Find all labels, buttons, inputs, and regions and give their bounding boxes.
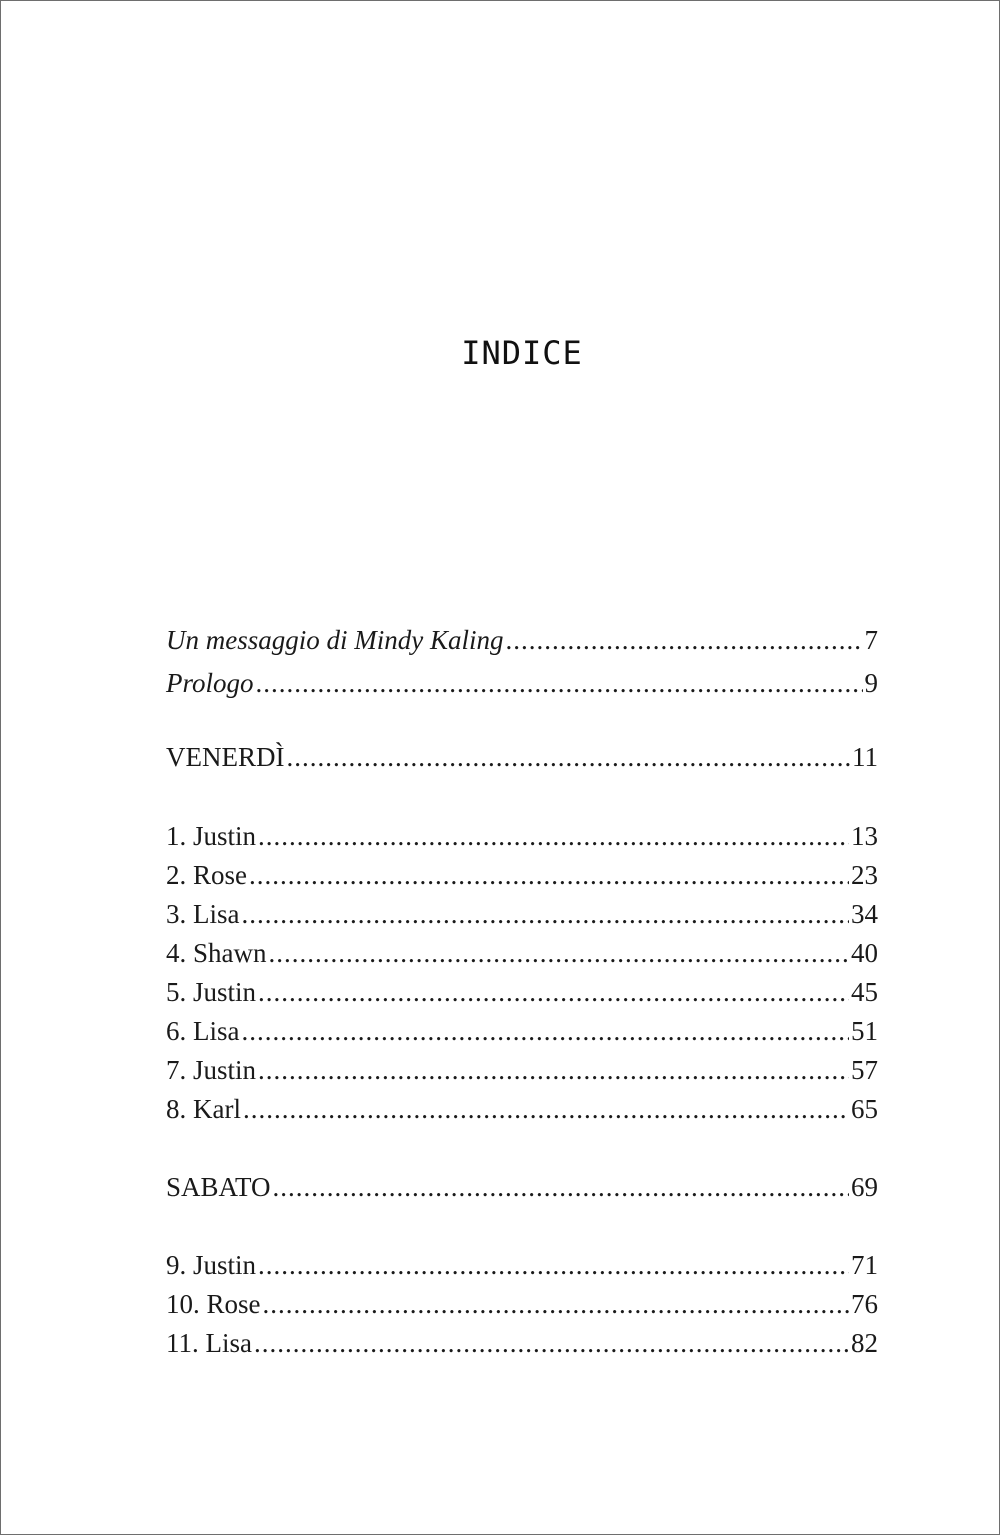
toc-section-sabato[interactable] <box>166 1167 878 1207</box>
toc-chapter-5[interactable] <box>166 972 878 1012</box>
dot-leader <box>243 1089 849 1129</box>
toc-chapter-4[interactable] <box>166 933 878 973</box>
toc-section-venerdi[interactable] <box>166 737 878 777</box>
dot-leader <box>258 1245 849 1285</box>
toc-chapter-3[interactable] <box>166 894 878 934</box>
dot-leader <box>506 620 863 660</box>
toc-chapter-9[interactable] <box>166 1245 878 1285</box>
toc-chapter-10[interactable] <box>166 1284 878 1324</box>
toc-entry-page: 13 <box>851 821 878 851</box>
toc-section-label: VENERDÌ <box>166 742 285 772</box>
dot-leader <box>254 1323 849 1363</box>
toc-entry-page: 69 <box>851 1172 878 1202</box>
toc-entry-page: 23 <box>851 860 878 890</box>
dot-leader <box>249 855 849 895</box>
toc-entry-prologo[interactable] <box>166 663 878 703</box>
toc-chapter-1[interactable] <box>166 816 878 856</box>
toc-entry-page: 76 <box>851 1289 878 1319</box>
toc-section-label: SABATO <box>166 1172 271 1202</box>
page-title: INDICE <box>461 334 583 372</box>
toc-entry-label: 2. Rose <box>166 860 247 890</box>
dot-leader <box>286 737 850 777</box>
toc-entry-page: 65 <box>851 1094 878 1124</box>
toc-entry-page: 82 <box>851 1328 878 1358</box>
toc-entry-label: Prologo <box>166 668 254 698</box>
toc-chapter-2[interactable] <box>166 855 878 895</box>
toc-entry-page: 7 <box>864 625 878 655</box>
dot-leader <box>269 933 850 973</box>
toc-entry-page: 57 <box>851 1055 878 1085</box>
toc-entry-label: 4. Shawn <box>166 938 267 968</box>
dot-leader <box>263 1284 850 1324</box>
toc-entry-label: 11. Lisa <box>166 1328 252 1358</box>
toc-entry-page: 51 <box>851 1016 878 1046</box>
toc-entry-label: 5. Justin <box>166 977 257 1007</box>
toc-chapter-6[interactable] <box>166 1011 878 1051</box>
toc-entry-page: 45 <box>851 977 878 1007</box>
toc-entry-label: 1. Justin <box>166 821 257 851</box>
toc-entry-page: 40 <box>851 938 878 968</box>
toc-entry-messaggio[interactable] <box>166 620 878 660</box>
toc-entry-page: 9 <box>864 668 878 698</box>
dot-leader <box>242 894 850 934</box>
dot-leader <box>273 1167 849 1207</box>
toc-entry-label: 8. Karl <box>166 1094 241 1124</box>
toc-entry-label: 7. Justin <box>166 1055 257 1085</box>
dot-leader <box>258 1050 849 1090</box>
toc-entry-label: 9. Justin <box>166 1250 257 1280</box>
toc-entry-label: Un messaggio di Mindy Kaling <box>166 625 504 655</box>
dot-leader <box>242 1011 850 1051</box>
toc-entry-label: 3. Lisa <box>166 899 240 929</box>
toc-entry-label: 10. Rose <box>166 1289 261 1319</box>
toc-entry-page: 71 <box>851 1250 878 1280</box>
toc-entry-page: 11 <box>852 742 878 772</box>
dot-leader <box>256 663 863 703</box>
dot-leader <box>258 816 849 856</box>
toc-chapter-11[interactable] <box>166 1323 878 1363</box>
toc-entry-label: 6. Lisa <box>166 1016 240 1046</box>
toc-chapter-8[interactable] <box>166 1089 878 1129</box>
dot-leader <box>258 972 849 1012</box>
toc-chapter-7[interactable] <box>166 1050 878 1090</box>
toc-entry-page: 34 <box>851 899 878 929</box>
